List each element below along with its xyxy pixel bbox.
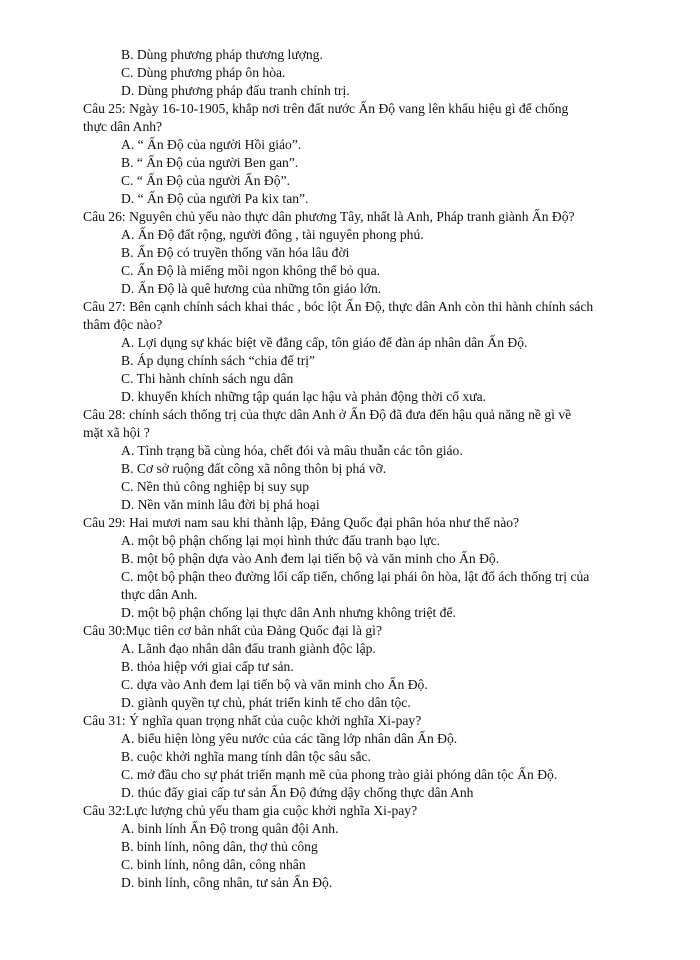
option-d: D. Nền văn minh lâu đời bị phá hoại — [121, 497, 320, 512]
question-27 — [0, 298, 700, 406]
option-b: B. Áp dụng chính sách “chia để trị” — [121, 353, 316, 368]
option-c: C. Dùng phương pháp ôn hòa. — [121, 65, 286, 80]
option-b: B. cuộc khởi nghĩa mang tính dân tộc sâu sắc. — [121, 749, 371, 764]
option-b: B. Ấn Độ có truyền thống văn hóa lâu đời — [121, 245, 350, 260]
option-b: B. binh lính, nông dân, thợ thủ công — [121, 839, 318, 854]
option-c: C. binh lính, nông dân, công nhân — [121, 857, 306, 872]
option-c: C. một bộ phận theo đường lối cấp tiến, chống lại phái ôn hòa, lật đổ ách thống trị của — [121, 569, 590, 584]
question-text: Câu 29: Hai mươi nam sau khi thành lập, Đảng Quốc đại phân hóa như thế nào? — [83, 515, 520, 530]
question-31 — [0, 712, 700, 802]
option-d: D. “ Ấn Độ của người Pa kix tan”. — [121, 191, 309, 206]
question-text: Câu 32:Lực lượng chủ yếu tham gia cuộc khởi nghĩa Xi-pay? — [83, 803, 418, 818]
option-c: C. “ Ấn Độ của người Ấn Độ”. — [121, 173, 290, 188]
option-a: A. Ấn Độ đất rộng, người đông , tài nguyên phong phú. — [121, 227, 424, 242]
question-text: Câu 27: Bên cạnh chính sách khai thác , bóc lột Ấn Độ, thực dân Anh còn thi hành chính sách — [83, 299, 594, 314]
option-b: B. “ Ấn Độ của người Ben gan”. — [121, 155, 299, 170]
option-b: B. Dùng phương pháp thương lượng. — [121, 47, 323, 62]
option-a: A. biểu hiện lòng yêu nước của các tầng lớp nhân dân Ấn Độ. — [121, 731, 458, 746]
previous-question-options — [0, 46, 700, 100]
question-26 — [0, 208, 700, 298]
option-d: D. binh lính, công nhân, tư sản Ấn Độ. — [121, 875, 333, 890]
option-a: A. “ Ấn Độ của người Hồi giáo”. — [121, 137, 302, 152]
question-text: Câu 28: chính sách thống trị của thực dân Anh ở Ấn Độ đã đưa đến hậu quả năng nề gì về — [83, 407, 572, 422]
option-a: A. Lợi dụng sự khác biệt về đẳng cấp, tôn giáo để đàn áp nhân dân Ấn Độ. — [121, 335, 528, 350]
option-a: A. Tình trạng bầ cùng hóa, chết đói và mâu thuẫn các tôn giáo. — [121, 443, 463, 458]
option-d: D. giành quyền tự chủ, phát triển kinh tế cho dân tộc. — [121, 695, 411, 710]
option-b: B. một bộ phận dựa vào Anh đem lại tiến bộ và văn minh cho Ấn Độ. — [121, 551, 500, 566]
option-d: D. Ấn Độ là quê hương của những tôn giáo lớn. — [121, 281, 382, 296]
option-d: D. khuyến khích những tập quán lạc hậu và phản động thời cổ xưa. — [121, 389, 487, 404]
option-a: A. binh lính Ấn Độ trong quân đội Anh. — [121, 821, 339, 836]
question-text: Câu 25: Ngày 16-10-1905, khắp nơi trên đất nước Ấn Độ vang lên khẩu hiệu gì để chống — [83, 101, 569, 116]
option-d: D. Dùng phương pháp đấu tranh chính trị. — [121, 83, 350, 98]
option-c: C. dựa vào Anh đem lại tiến bộ và văn minh cho Ấn Độ. — [121, 677, 428, 692]
question-text: Câu 30:Mục tiên cơ bản nhất của Đảng Quốc đại là gì? — [83, 623, 382, 638]
option-b: B. thỏa hiệp với giai cấp tư sản. — [121, 659, 294, 674]
question-32 — [0, 802, 700, 892]
option-a: A. một bộ phận chống lại mọi hình thức đấu tranh bạo lực. — [121, 533, 441, 548]
option-d: D. một bộ phận chống lại thực dân Anh nhưng không triệt để. — [121, 605, 456, 620]
option-b: B. Cơ sở ruộng đất công xã nông thôn bị phá vỡ. — [121, 461, 387, 476]
question-text-continued: mặt xã hội ? — [83, 425, 150, 440]
question-28 — [0, 406, 700, 514]
option-d: D. thúc đẩy giai cấp tư sản Ấn Độ đứng dậy chống thực dân Anh — [121, 785, 474, 800]
option-c: C. Ấn Độ là miếng mồi ngon không thể bỏ qua. — [121, 263, 381, 278]
option-a: A. Lãnh đạo nhân dân đấu tranh giành độc lập. — [121, 641, 376, 656]
question-25 — [0, 100, 700, 208]
option-c: C. mở đầu cho sự phát triển mạnh mẽ của phong trào giải phóng dân tộc Ấn Độ. — [121, 767, 558, 782]
question-30 — [0, 622, 700, 712]
question-text-continued: thâm độc nào? — [83, 317, 163, 332]
question-text-continued: thực dân Anh? — [83, 119, 163, 134]
question-29 — [0, 514, 700, 622]
option-c: C. Nền thủ công nghiệp bị suy sụp — [121, 479, 310, 494]
option-c: C. Thi hành chính sách ngu dân — [121, 371, 294, 386]
option-c-continued: thực dân Anh. — [121, 587, 198, 602]
question-text: Câu 26: Nguyên chủ yếu nào thực dân phương Tây, nhất là Anh, Pháp tranh giành Ấn Độ? — [83, 209, 575, 224]
question-text: Câu 31: Ý nghĩa quan trọng nhất của cuộc khởi nghĩa Xi-pay? — [83, 713, 422, 728]
